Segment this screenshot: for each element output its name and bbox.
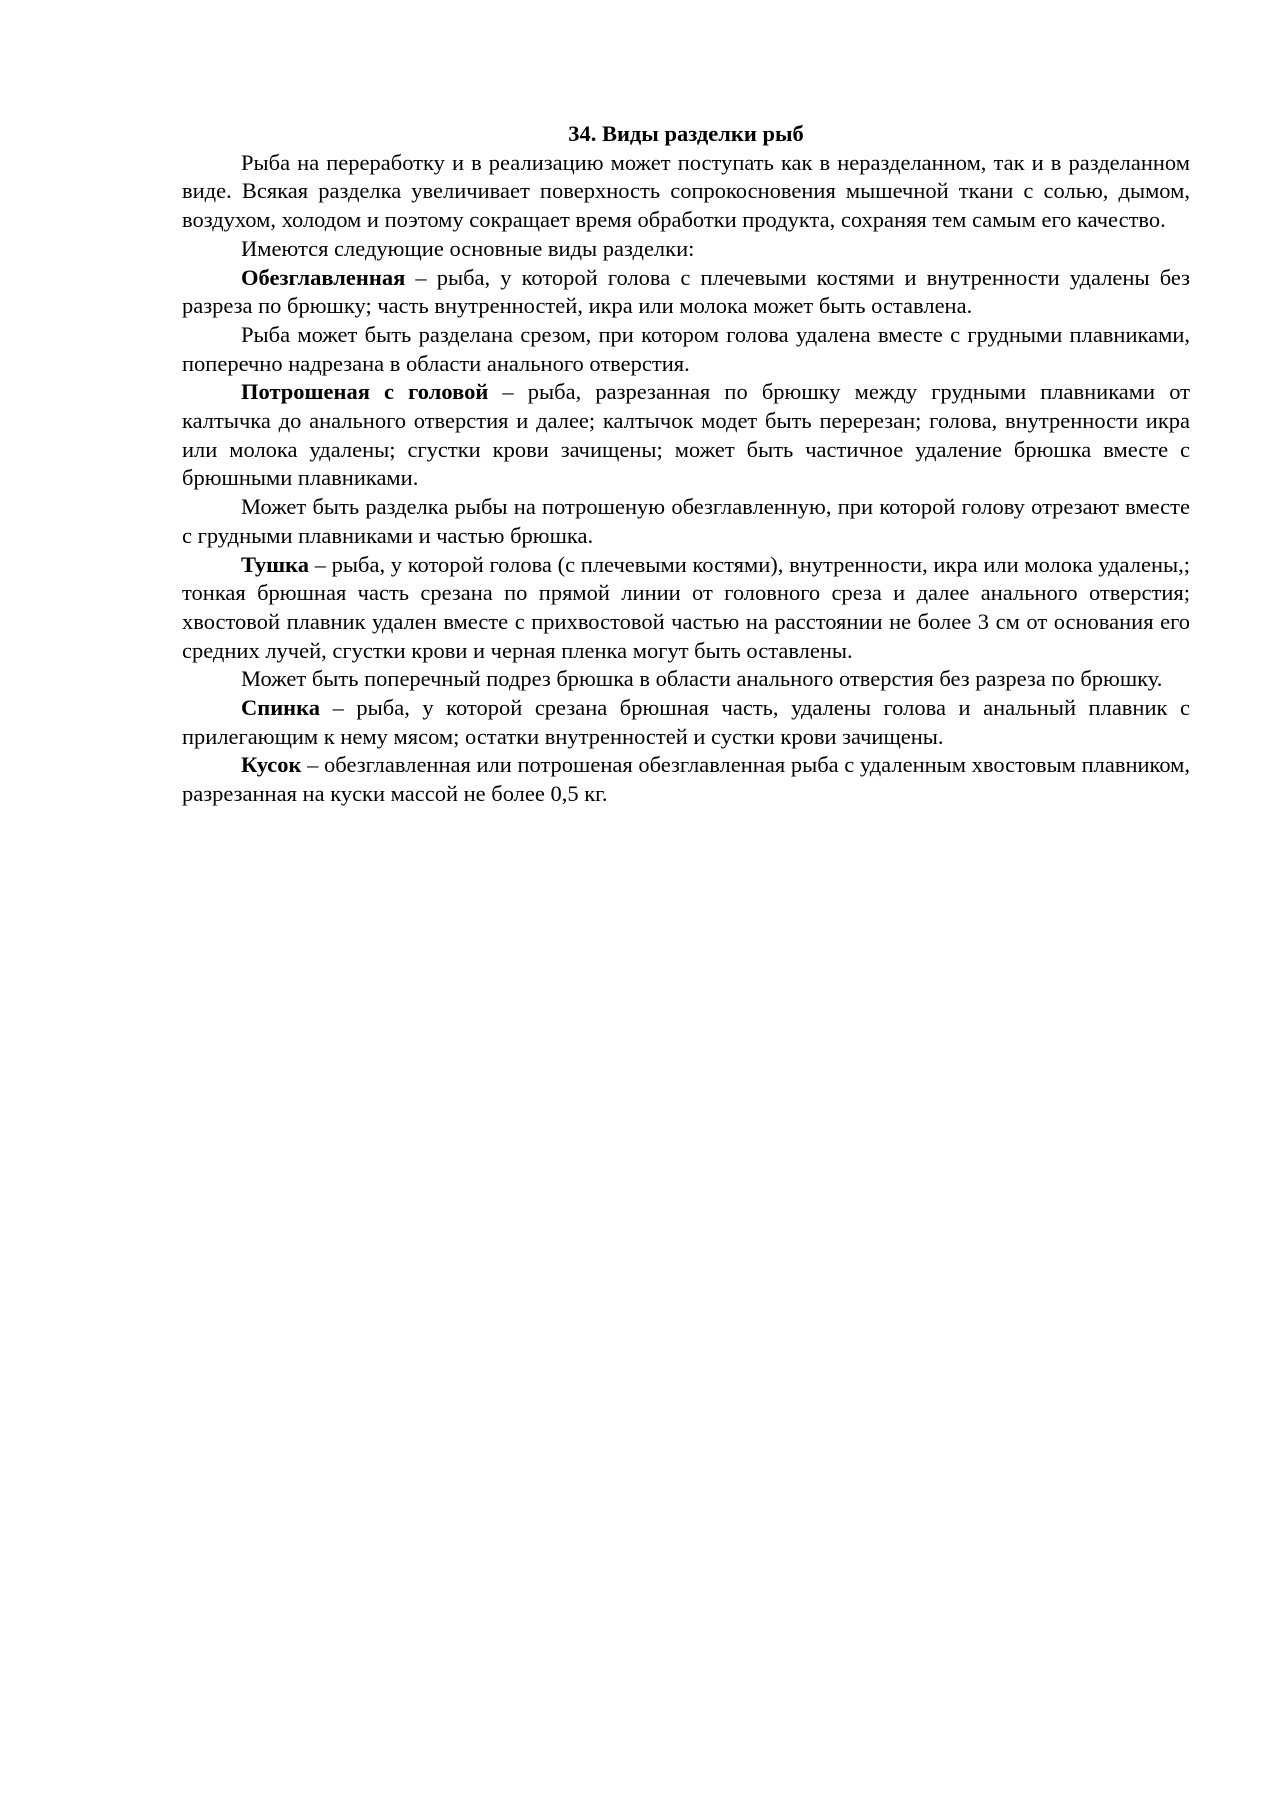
paragraph-term: Кусок [241, 752, 302, 778]
paragraph [182, 149, 1190, 235]
paragraph [182, 378, 1190, 493]
paragraph-term: Обезглавленная [241, 264, 406, 290]
page-title: 34. Виды разделки рыб [568, 121, 804, 146]
paragraph-text: Имеются следующие основные виды разделки: [241, 235, 695, 261]
paragraph [182, 493, 1190, 550]
document-page [182, 120, 1190, 809]
paragraph [182, 321, 1190, 378]
paragraph [182, 665, 1190, 694]
paragraph-text: Рыба может быть разделана срезом, при котором голова удалена вместе с грудными плавниками, поперечно надрезана в области анального отверстия. [182, 321, 1190, 376]
paragraph-term: Спинка [241, 695, 321, 721]
paragraph-text: – рыба, у которой голова с плечевыми костями и внутренности удалены без разреза по брюшку; часть внутренностей, икра или молока может быть оставлена. [182, 264, 1190, 319]
paragraph-text: Может быть поперечный подрез брюшка в области анального отверстия без разреза по брюшку. [241, 666, 1163, 692]
paragraph-term: Потрошеная с головой [241, 379, 489, 405]
paragraph [182, 694, 1190, 751]
paragraph-term: Тушка [241, 551, 310, 577]
paragraph-text: – рыба, у которой голова (с плечевыми костями), внутренности, икра или молока удалены,; тонкая брюшная часть срезана по прямой линии от головного среза и далее анального отверстия; хвостовой плавник удален вместе с прихвостовой частью на расстоянии не более 3 см от основания его средних лучей, сгустки крови и черная пленка могут быть оставлены. [182, 551, 1190, 663]
paragraph [182, 751, 1190, 808]
paragraph-text: – обезглавленная или потрошеная обезглавленная рыба с удаленным хвостовым плавником, разрезанная на куски массой не более 0,5 кг. [182, 752, 1190, 807]
paragraph-text: Может быть разделка рыбы на потрошеную обезглавленную, при которой голову отрезают вместе с грудными плавниками и частью брюшка. [182, 494, 1190, 548]
paragraph-text: Рыба на переработку и в реализацию может поступать как в неразделанном, так и в разделанном виде. Всякая разделка увеличивает поверхность сопрокосновения мышечной ткани с солью, дымом, воздухом, холодом и поэтому сокращает время обработки продукта, сохраняя тем самым его качество. [182, 149, 1190, 233]
paragraph-text: – рыба, у которой срезана брюшная часть, удалены голова и анальный плавник с прилегающим к нему мясом; остатки внутренностей и сустки крови зачищены. [182, 695, 1190, 749]
paragraph [182, 551, 1190, 666]
paragraph-text: – рыба, разрезанная по брюшку между грудными плавниками от калтычка до анального отверстия и далее; калтычок модет быть перерезан; голова, внутренности икра или молока удалены; сгустки крови зачищены; может быть частичное удаление брюшка вместе с брюшными плавниками. [182, 379, 1190, 491]
paragraph [182, 235, 1190, 264]
paragraph [182, 264, 1190, 321]
